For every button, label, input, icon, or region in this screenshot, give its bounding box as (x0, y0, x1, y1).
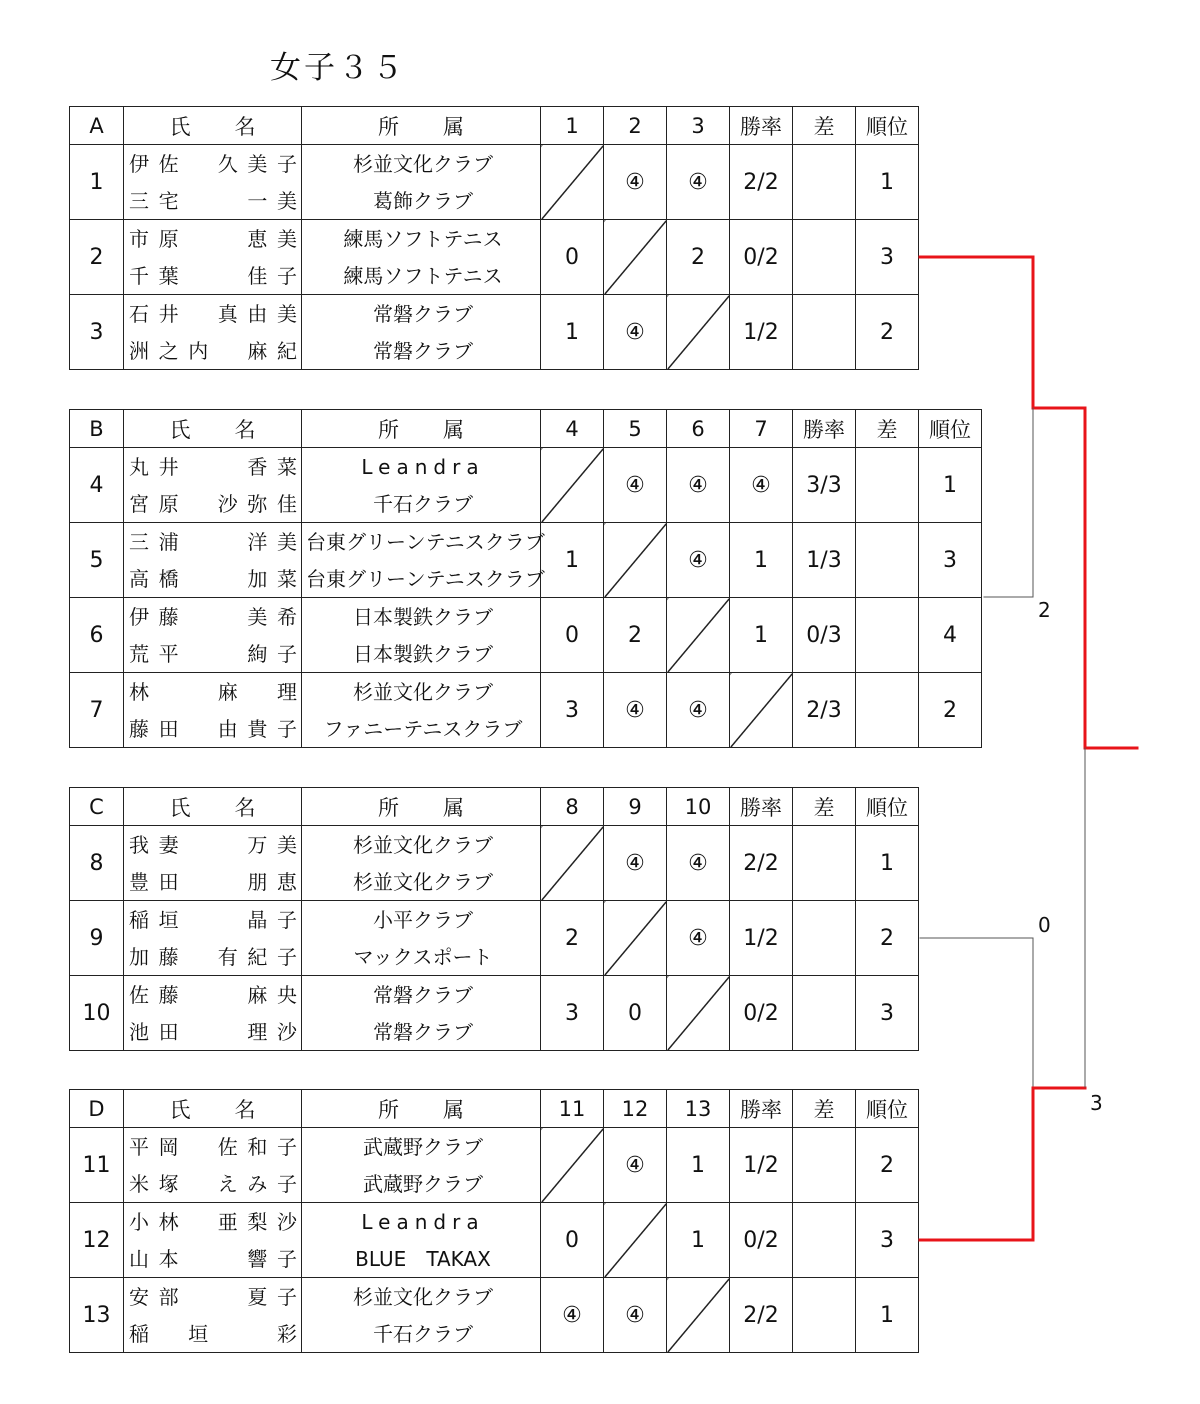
header-rank: 順位 (856, 1090, 919, 1128)
name-char: 稲 (129, 1321, 149, 1346)
rank-value: 2 (856, 901, 919, 976)
name-char: 沙 (276, 1019, 297, 1044)
name-char: 浦 (158, 529, 179, 554)
seed-number: 7 (70, 673, 124, 748)
name-char: 井 (158, 301, 179, 326)
rank-value: 4 (919, 598, 982, 673)
rank-value: 2 (856, 1128, 919, 1203)
match-score: 0 (541, 220, 604, 295)
name-char: 久 (217, 151, 238, 176)
rank-value: 1 (856, 145, 919, 220)
team-name: 常磐クラブ (373, 1019, 473, 1044)
name-char: 央 (276, 982, 297, 1007)
name-char: 麻 (247, 338, 268, 363)
header-col-number: 2 (604, 107, 667, 145)
match-score: 1 (667, 1203, 730, 1278)
name-char: 藤 (129, 716, 149, 741)
win-rate: 0/2 (730, 220, 793, 295)
header-diff: 差 (793, 1090, 856, 1128)
bracket-line-c (920, 938, 1033, 1088)
group-label: C (70, 788, 124, 826)
match-score: ④ (604, 826, 667, 901)
name-char: 和 (247, 1134, 268, 1159)
rank-value: 3 (856, 1203, 919, 1278)
seed-number: 1 (70, 145, 124, 220)
name-char: 佳 (276, 491, 297, 516)
seed-number: 6 (70, 598, 124, 673)
team-name: 杉並文化クラブ (353, 832, 493, 857)
name-char: 朋 (247, 869, 268, 894)
match-score: ④ (667, 673, 730, 748)
match-score: ④ (604, 673, 667, 748)
header-team-b: 属 (443, 1097, 464, 1122)
header-col-number: 7 (730, 410, 793, 448)
name-char: 恵 (276, 869, 297, 894)
name-char: 安 (129, 1284, 149, 1309)
team-name: 武蔵野クラブ (363, 1134, 483, 1159)
name-char: 美 (276, 226, 297, 251)
seed-number: 5 (70, 523, 124, 598)
name-char: 伊 (129, 151, 149, 176)
name-char: 由 (217, 716, 238, 741)
win-rate: 0/2 (730, 1203, 793, 1278)
team-name: 杉並文化クラブ (353, 1284, 493, 1309)
header-team-b: 属 (443, 417, 464, 442)
name-char: 紀 (247, 944, 268, 969)
match-score: 0 (604, 976, 667, 1051)
name-char: 平 (129, 1134, 149, 1159)
name-char: 石 (129, 301, 149, 326)
name-char: 希 (276, 604, 297, 629)
name-char: 美 (276, 301, 297, 326)
match-score: 3 (541, 976, 604, 1051)
header-rank: 順位 (919, 410, 982, 448)
header-rate: 勝率 (730, 1090, 793, 1128)
win-rate: 0/3 (793, 598, 856, 673)
team-name: マックスポート (353, 944, 493, 969)
name-char: 伊 (129, 604, 149, 629)
team-name: 小平クラブ (373, 907, 473, 932)
name-char: 弥 (247, 491, 268, 516)
seed-number: 4 (70, 448, 124, 523)
win-rate: 2/3 (793, 673, 856, 748)
header-col-number: 13 (667, 1090, 730, 1128)
name-char: 美 (247, 151, 268, 176)
name-char: 麻 (217, 679, 238, 704)
match-score: 1 (541, 295, 604, 370)
name-char: え (217, 1171, 238, 1196)
name-char: 由 (247, 301, 268, 326)
team-name: 日本製鉄クラブ (353, 641, 493, 666)
name-char: 佐 (217, 1134, 238, 1159)
team-name: 練馬ソフトテニス (343, 263, 503, 288)
team-name: 常磐クラブ (373, 338, 473, 363)
win-rate: 1/2 (730, 295, 793, 370)
name-char: 千 (129, 263, 149, 288)
name-char: 原 (158, 491, 179, 516)
header-team-b: 属 (443, 795, 464, 820)
name-char: 田 (158, 716, 179, 741)
name-char: 塚 (158, 1171, 179, 1196)
name-char: 一 (247, 188, 268, 213)
header-team-a: 所 (378, 1097, 399, 1122)
name-char: 稲 (129, 907, 149, 932)
header-col-number: 11 (541, 1090, 604, 1128)
rank-value: 3 (856, 220, 919, 295)
match-score: 3 (541, 673, 604, 748)
win-rate: 3/3 (793, 448, 856, 523)
name-char: 梨 (247, 1209, 268, 1234)
team-name: 練馬ソフトテニス (343, 226, 503, 251)
group-label: D (70, 1090, 124, 1128)
name-char: 妻 (158, 832, 179, 857)
name-char: 市 (129, 226, 149, 251)
team-name: 千石クラブ (373, 1321, 473, 1346)
name-char: 貴 (247, 716, 268, 741)
header-col-number: 6 (667, 410, 730, 448)
name-char: 豊 (129, 869, 149, 894)
team-name: Leandra (361, 1209, 485, 1234)
match-score: ④ (604, 1128, 667, 1203)
header-rank: 順位 (856, 788, 919, 826)
header-name-b: 名 (234, 417, 256, 442)
match-score: 1 (667, 1128, 730, 1203)
header-name-a: 氏 (169, 114, 191, 139)
name-char: 藤 (158, 982, 179, 1007)
name-char: 香 (247, 454, 268, 479)
name-char: 亜 (217, 1209, 238, 1234)
name-char: 部 (158, 1284, 179, 1309)
header-diff: 差 (793, 107, 856, 145)
final-line-top (1085, 408, 1137, 748)
team-name: Leandra (361, 454, 485, 479)
match-score: ④ (667, 523, 730, 598)
name-char: 響 (247, 1246, 268, 1271)
name-char: 子 (276, 1284, 297, 1309)
team-name: 武蔵野クラブ (363, 1171, 483, 1196)
page-title: 女子３５ (270, 50, 406, 86)
bracket-score-d: 3 (1090, 1091, 1103, 1115)
match-score: 1 (730, 523, 793, 598)
name-char: 菜 (276, 566, 297, 591)
name-char: 理 (247, 1019, 268, 1044)
name-char: 子 (276, 263, 297, 288)
name-char: 理 (276, 679, 297, 704)
team-name: 杉並文化クラブ (353, 679, 493, 704)
match-score: 1 (730, 598, 793, 673)
name-char: 加 (129, 944, 149, 969)
header-team-a: 所 (378, 417, 399, 442)
header-col-number: 12 (604, 1090, 667, 1128)
name-char: 之 (158, 338, 179, 363)
name-char: 絢 (247, 641, 268, 666)
win-rate: 2/2 (730, 1278, 793, 1353)
rank-value: 2 (856, 295, 919, 370)
rank-value: 2 (919, 673, 982, 748)
name-char: 加 (247, 566, 268, 591)
team-name: 千石クラブ (373, 491, 473, 516)
match-score: ④ (667, 145, 730, 220)
name-char: 葉 (158, 263, 179, 288)
seed-number: 12 (70, 1203, 124, 1278)
name-char: 佐 (129, 982, 149, 1007)
name-char: 有 (217, 944, 238, 969)
name-char: 藤 (158, 604, 179, 629)
bracket-score-top: 2 (1038, 598, 1051, 622)
match-score: ④ (667, 901, 730, 976)
match-score: ④ (730, 448, 793, 523)
name-char: 子 (276, 1171, 297, 1196)
match-score: 2 (667, 220, 730, 295)
match-score: ④ (541, 1278, 604, 1353)
rank-value: 1 (919, 448, 982, 523)
rank-value: 1 (856, 1278, 919, 1353)
header-col-number: 3 (667, 107, 730, 145)
name-char: 宅 (158, 188, 179, 213)
seed-number: 2 (70, 220, 124, 295)
name-char: 垣 (188, 1321, 209, 1346)
name-char: 橋 (158, 566, 179, 591)
name-char: 池 (129, 1019, 149, 1044)
name-char: 美 (276, 188, 297, 213)
name-char: 垣 (158, 907, 179, 932)
header-rank: 順位 (856, 107, 919, 145)
win-rate: 2/2 (730, 145, 793, 220)
name-char: 恵 (247, 226, 268, 251)
name-char: 佐 (158, 151, 179, 176)
match-score: ④ (604, 145, 667, 220)
header-name-a: 氏 (169, 1097, 191, 1122)
name-char: 子 (276, 716, 297, 741)
name-char: 藤 (158, 944, 179, 969)
match-score: 0 (541, 1203, 604, 1278)
match-score: 1 (541, 523, 604, 598)
header-rate: 勝率 (730, 107, 793, 145)
team-name: 台東グリーンテニスクラブ (306, 529, 545, 554)
bracket-score-c: 0 (1038, 913, 1051, 937)
name-char: 子 (276, 944, 297, 969)
match-score: ④ (667, 448, 730, 523)
name-char: 子 (276, 641, 297, 666)
header-name-b: 名 (234, 114, 256, 139)
rank-value: 1 (856, 826, 919, 901)
name-char: 井 (158, 454, 179, 479)
name-char: 佳 (247, 263, 268, 288)
bracket-line-b (984, 408, 1033, 597)
name-char: 原 (158, 226, 179, 251)
group-label: B (70, 410, 124, 448)
group-label: A (70, 107, 124, 145)
team-name: 常磐クラブ (373, 982, 473, 1007)
header-col-number: 9 (604, 788, 667, 826)
seed-number: 9 (70, 901, 124, 976)
match-score: ④ (667, 826, 730, 901)
seed-number: 11 (70, 1128, 124, 1203)
name-char: 晶 (247, 907, 268, 932)
team-name: ファニーテニスクラブ (323, 716, 523, 741)
name-char: 高 (129, 566, 149, 591)
name-char: 岡 (158, 1134, 179, 1159)
seed-number: 13 (70, 1278, 124, 1353)
header-col-number: 5 (604, 410, 667, 448)
header-team-b: 属 (443, 114, 464, 139)
team-name: 葛飾クラブ (373, 188, 473, 213)
name-char: 内 (188, 338, 209, 363)
team-name: 杉並文化クラブ (353, 151, 493, 176)
win-rate: 1/2 (730, 1128, 793, 1203)
name-char: 田 (158, 1019, 179, 1044)
name-char: 夏 (247, 1284, 268, 1309)
match-score: 2 (541, 901, 604, 976)
name-char: 万 (247, 832, 268, 857)
name-char: 彩 (276, 1321, 297, 1346)
name-char: 子 (276, 1246, 297, 1271)
name-char: 美 (247, 604, 268, 629)
match-score: 2 (604, 598, 667, 673)
header-rate: 勝率 (793, 410, 856, 448)
name-char: 子 (276, 907, 297, 932)
name-char: 洋 (247, 529, 268, 554)
name-char: 美 (276, 529, 297, 554)
match-score: ④ (604, 295, 667, 370)
name-char: 菜 (276, 454, 297, 479)
seed-number: 8 (70, 826, 124, 901)
team-name: 杉並文化クラブ (353, 869, 493, 894)
header-name-a: 氏 (169, 417, 191, 442)
name-char: 洲 (129, 338, 149, 363)
header-name-a: 氏 (169, 795, 191, 820)
header-diff: 差 (793, 788, 856, 826)
name-char: 本 (158, 1246, 179, 1271)
team-name: 常磐クラブ (373, 301, 473, 326)
header-col-number: 1 (541, 107, 604, 145)
header-team-a: 所 (378, 114, 399, 139)
header-diff: 差 (856, 410, 919, 448)
rank-value: 3 (856, 976, 919, 1051)
header-col-number: 8 (541, 788, 604, 826)
name-char: 丸 (129, 454, 149, 479)
win-rate: 2/2 (730, 826, 793, 901)
header-name-b: 名 (234, 795, 256, 820)
match-score: 0 (541, 598, 604, 673)
header-rate: 勝率 (730, 788, 793, 826)
name-char: 子 (276, 151, 297, 176)
win-rate: 1/3 (793, 523, 856, 598)
name-char: 山 (129, 1246, 149, 1271)
team-name: BLUE TAKAX (355, 1246, 491, 1271)
name-char: 三 (129, 188, 149, 213)
name-char: 三 (129, 529, 149, 554)
header-name-b: 名 (234, 1097, 256, 1122)
name-char: 我 (129, 832, 149, 857)
bracket-line-d (920, 1088, 1085, 1240)
name-char: 平 (158, 641, 179, 666)
rank-value: 3 (919, 523, 982, 598)
bracket-line-a (920, 257, 1085, 408)
header-col-number: 10 (667, 788, 730, 826)
name-char: 米 (129, 1171, 149, 1196)
name-char: 荒 (129, 641, 149, 666)
name-char: 真 (217, 301, 238, 326)
name-char: 小 (129, 1209, 149, 1234)
name-char: 沙 (217, 491, 238, 516)
seed-number: 3 (70, 295, 124, 370)
name-char: 宮 (129, 491, 149, 516)
match-score: ④ (604, 1278, 667, 1353)
header-team-a: 所 (378, 795, 399, 820)
win-rate: 1/2 (730, 901, 793, 976)
match-score: ④ (604, 448, 667, 523)
header-col-number: 4 (541, 410, 604, 448)
team-name: 台東グリーンテニスクラブ (306, 566, 545, 591)
team-name: 日本製鉄クラブ (353, 604, 493, 629)
name-char: 林 (129, 679, 149, 704)
name-char: 田 (158, 869, 179, 894)
name-char: 沙 (276, 1209, 297, 1234)
name-char: 美 (276, 832, 297, 857)
name-char: 紀 (276, 338, 297, 363)
name-char: 林 (158, 1209, 179, 1234)
name-char: み (247, 1171, 268, 1196)
seed-number: 10 (70, 976, 124, 1051)
name-char: 麻 (247, 982, 268, 1007)
win-rate: 0/2 (730, 976, 793, 1051)
name-char: 子 (276, 1134, 297, 1159)
